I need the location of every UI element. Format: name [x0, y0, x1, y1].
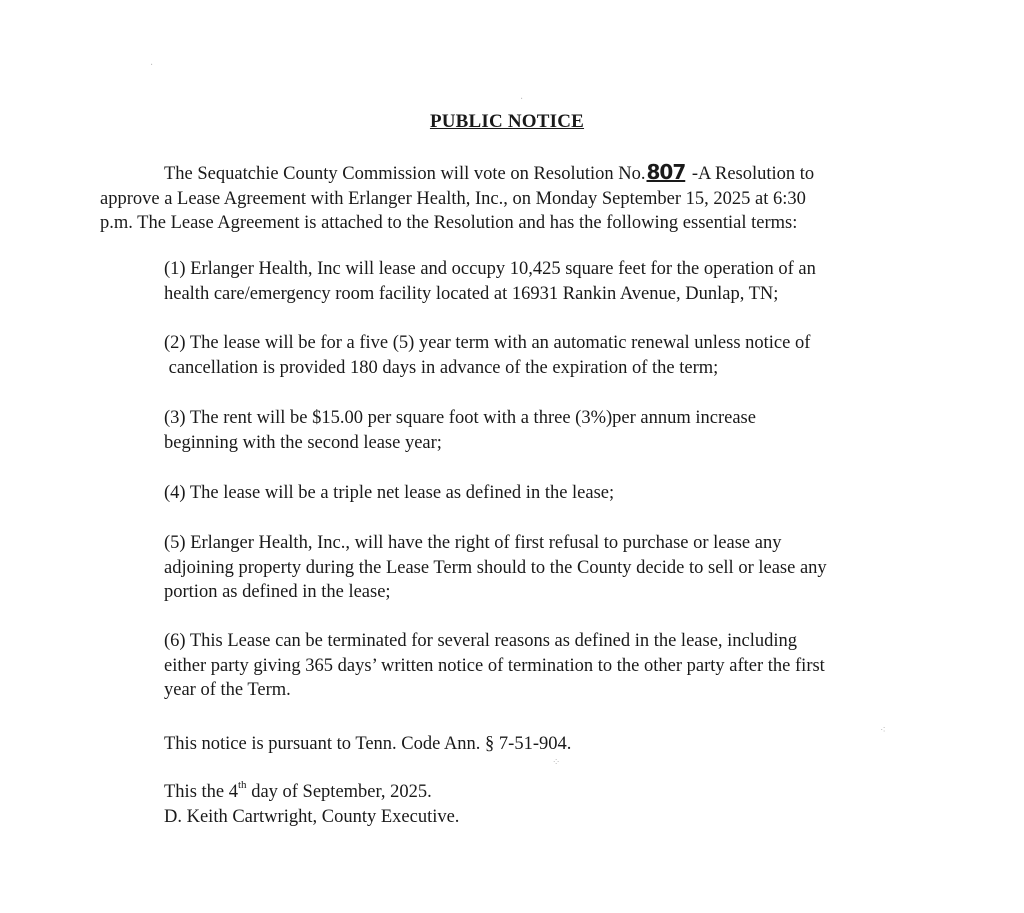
- scan-speck: ⁘: [552, 757, 561, 768]
- term-line: (1) Erlanger Health, Inc will lease and occupy 10,425 square feet for the operation of an: [164, 259, 816, 279]
- term-5: [164, 531, 924, 605]
- scan-speck: ·: [150, 60, 154, 71]
- term-line: (6) This Lease can be terminated for several reasons as defined in the lease, including: [164, 631, 798, 651]
- term-line: (5) Erlanger Health, Inc., will have the right of first refusal to purchase or lease any: [164, 533, 782, 553]
- scan-speck: ·: [520, 94, 524, 105]
- term-6: [164, 629, 924, 703]
- signature-line: D. Keith Cartwright, County Executive.: [164, 806, 460, 827]
- term-1: [164, 257, 924, 306]
- notice-intro-paragraph: [100, 160, 900, 236]
- term-line: adjoining property during the Lease Term should to the County decide to sell or lease any: [164, 557, 827, 578]
- term-line: (2) The lease will be for a five (5) year term with an automatic renewal unless notice of: [164, 333, 811, 353]
- intro-text-before: The Sequatchie County Commission will vote on Resolution No.: [164, 164, 646, 184]
- term-line: (3) The rent will be $15.00 per square foot with a three (3%)per annum increase: [164, 408, 756, 428]
- term-4: [164, 481, 924, 506]
- date-line: This the 4th day of September, 2025.: [164, 778, 432, 802]
- term-2: [164, 331, 924, 380]
- term-line: year of the Term.: [164, 680, 291, 700]
- intro-text-after: -A Resolution to: [687, 164, 815, 184]
- term-line: cancellation is provided 180 days in advance of the expiration of the term;: [164, 357, 719, 378]
- term-3: [164, 406, 924, 455]
- scan-speck: ⁖: [880, 725, 886, 736]
- signature-block: [164, 780, 864, 829]
- resolution-number-handwritten: 807: [646, 160, 686, 184]
- term-line: health care/emergency room facility located at 16931 Rankin Avenue, Dunlap, TN;: [164, 283, 779, 304]
- intro-line-2: approve a Lease Agreement with Erlanger Health, Inc., on Monday September 15, 2025 at 6:30: [100, 188, 806, 209]
- term-line: either party giving 365 days’ written notice of termination to the other party after the first: [164, 655, 825, 676]
- pursuant-statement: This notice is pursuant to Tenn. Code Ann. § 7-51-904.: [164, 734, 572, 754]
- intro-line-3: p.m. The Lease Agreement is attached to the Resolution and has the following essential terms:: [100, 213, 798, 233]
- term-line: portion as defined in the lease;: [164, 582, 391, 602]
- term-line: beginning with the second lease year;: [164, 432, 442, 453]
- notice-title: PUBLIC NOTICE: [429, 111, 585, 132]
- term-line: (4) The lease will be a triple net lease as defined in the lease;: [164, 483, 615, 503]
